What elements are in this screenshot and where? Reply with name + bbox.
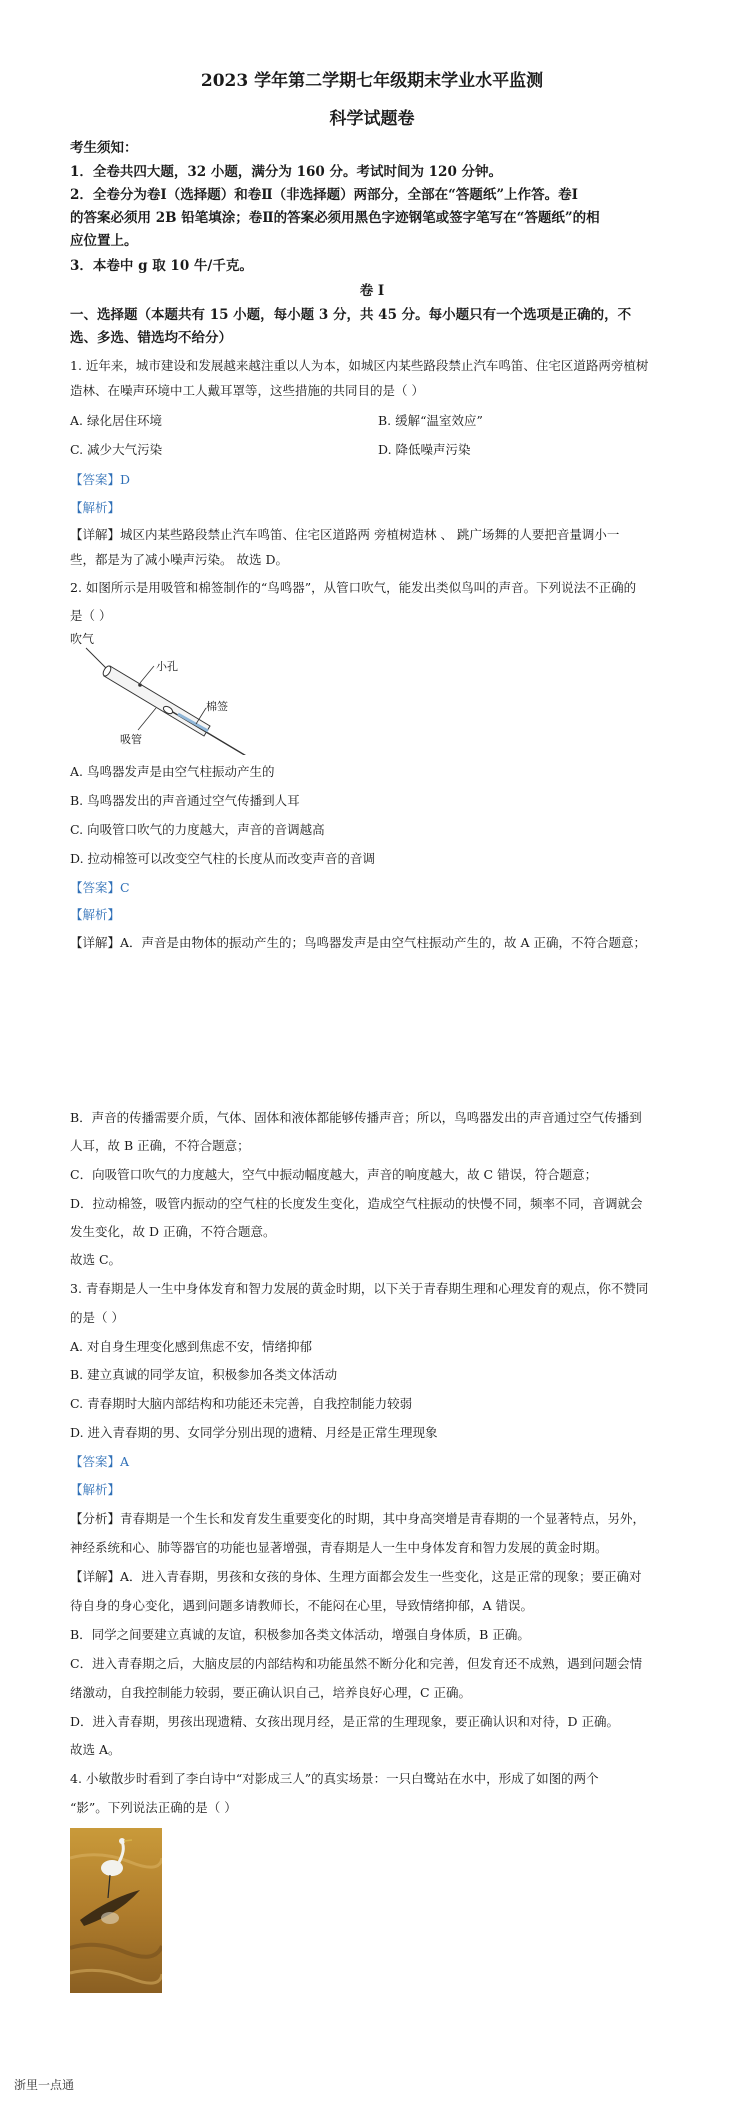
q3-detail-b: B．同学之间要建立真诚的友谊，积极参加各类文体活动，增强自身体质，B 正确。 bbox=[70, 1627, 530, 1642]
notice-line-5: 3．本卷中 g 取 10 牛/千克。 bbox=[70, 258, 253, 274]
q3-detail-a-1: 【详解】A．进入青春期，男孩和女孩的身体、生理方面都会发生一些变化，这是正常的现象；要正确对 bbox=[70, 1569, 642, 1584]
egret-reflection bbox=[101, 1912, 119, 1924]
q2-detail-c: C．向吸管口吹气的力度越大，空气中振动幅度越大，声音的响度越大，故 C 错误，符合题意； bbox=[70, 1167, 598, 1182]
q4-stem-1: 4. 小敏散步时看到了李白诗中“对影成三人”的真实场景：一只白鹭站在水中，形成了如图的两个 bbox=[70, 1771, 599, 1786]
notice-line-3: 的答案必须用 2B 铅笔填涂；卷Ⅱ的答案必须用黑色字迹钢笔或签字笔写在“答题纸”的相 bbox=[70, 210, 600, 226]
q2-detail-a: 【详解】A．声音是由物体的振动产生的；鸟鸣器发声是由空气柱振动产生的，故 A 正确，不符合题意； bbox=[70, 935, 647, 950]
notice-line-2: 2．全卷分为卷Ⅰ（选择题）和卷Ⅱ（非选择题）两部分，全部在“答题纸”上作答。卷Ⅰ bbox=[70, 187, 578, 203]
q3-option-c: C. 青春期时大脑内部结构和功能还未完善，自我控制能力较弱 bbox=[70, 1396, 413, 1411]
hole-leader bbox=[140, 666, 154, 683]
q1-detail-2: 些，都是为了减小噪声污染。 故选 D。 bbox=[70, 552, 288, 567]
q1-option-a: A. 绿化居住环境 bbox=[70, 413, 162, 428]
footer-watermark: 浙里一点通 bbox=[14, 2078, 75, 2092]
q1-detail-1: 【详解】城区内某些路段禁止汽车鸣笛、住宅区道路两 旁植树造林 、 跳广场舞的人要把音量调小一 bbox=[70, 527, 620, 542]
q1-option-c: C. 减少大气污染 bbox=[70, 442, 163, 457]
q3-fenxi-1: 【分析】青春期是一个生长和发育发生重要变化的时期，其中身高突增是青春期的一个显著特点，另外， bbox=[70, 1511, 646, 1526]
q3-detail-c-2: 绪激动，自我控制能力较弱，要正确认识自己，培养良好心理，C 正确。 bbox=[70, 1685, 472, 1700]
egret-photo bbox=[70, 1828, 162, 1993]
section-heading-2: 选、多选、错选均不给分） bbox=[70, 330, 232, 346]
q2-analysis-tag: 【解析】 bbox=[70, 907, 121, 922]
q1-option-b: B. 缓解“温室效应” bbox=[378, 413, 483, 428]
small-hole bbox=[138, 683, 142, 687]
q3-fenxi-2: 神经系统和心、肺等器官的功能也显著增强，青春期是人一生中身体发育和智力发展的黄金时期。 bbox=[70, 1540, 608, 1555]
q2-option-a: A. 鸟鸣器发声是由空气柱振动产生的 bbox=[70, 764, 275, 779]
q2-answer: 【答案】C bbox=[70, 880, 130, 895]
q3-option-b: B. 建立真诚的同学友谊，积极参加各类文体活动 bbox=[70, 1367, 338, 1382]
notice-line-1: 1．全卷共四大题，32 小题，满分为 160 分。考试时间为 120 分钟。 bbox=[70, 164, 503, 180]
q2-stem-1: 2. 如图所示是用吸管和棉签制作的“鸟鸣器”，从管口吹气，能发出类似鸟叫的声音。下列说法不正确的 bbox=[70, 580, 637, 595]
straw-leader bbox=[138, 708, 156, 730]
q1-analysis-tag: 【解析】 bbox=[70, 500, 121, 515]
q1-stem-1: 1. 近年来，城市建设和发展越来越注重以人为本，如城区内某些路段禁止汽车鸣笛、住宅区道路两旁植树 bbox=[70, 358, 649, 373]
notice-line-4: 应位置上。 bbox=[70, 233, 138, 249]
q1-option-d: D. 降低噪声污染 bbox=[378, 442, 471, 457]
q2-detail-b-2: 人耳，故 B 正确，不符合题意； bbox=[70, 1138, 250, 1153]
q1-stem-2: 造林、在噪声环境中工人戴耳罩等，这些措施的共同目的是（ ） bbox=[70, 383, 424, 398]
q3-stem-1: 3. 青春期是人一生中身体发育和智力发展的黄金时期，以下关于青春期生理和心理发育的观点，你不赞同 bbox=[70, 1281, 649, 1296]
q2-detail-d-2: 发生变化，故 D 正确，不符合题意。 bbox=[70, 1224, 276, 1239]
fig-label-swab: 棉签 bbox=[206, 700, 228, 713]
q2-detail-b-1: B．声音的传播需要介质，气体、固体和液体都能够传播声音；所以，鸟鸣器发出的声音通过空气传播到 bbox=[70, 1110, 642, 1125]
q3-option-a: A. 对自身生理变化感到焦虑不安，情绪抑郁 bbox=[70, 1339, 312, 1354]
bird-whistle-figure bbox=[68, 630, 268, 755]
q3-detail-d: D．进入青春期，男孩出现遗精、女孩出现月经，是正常的生理现象，要正确认识和对待，D 正确。 bbox=[70, 1714, 620, 1729]
page-subtitle: 科学试题卷 bbox=[329, 109, 415, 129]
q1-answer: 【答案】D bbox=[70, 472, 131, 487]
q2-detail-d-1: D．拉动棉签，吸管内振动的空气柱的长度发生变化，造成空气柱振动的快慢不同，频率不同，音调就会 bbox=[70, 1196, 643, 1211]
q3-analysis-tag: 【解析】 bbox=[70, 1482, 121, 1497]
q2-conclusion: 故选 C。 bbox=[70, 1252, 122, 1267]
q3-stem-2: 的是（ ） bbox=[70, 1310, 124, 1325]
section-heading-1: 一、选择题（本题共有 15 小题，每小题 3 分，共 45 分。每小题只有一个选项是正确的，不 bbox=[70, 307, 632, 323]
q2-option-d: D. 拉动棉签可以改变空气柱的长度从而改变声音的音调 bbox=[70, 851, 376, 866]
q2-option-b: B. 鸟鸣器发出的声音通过空气传播到人耳 bbox=[70, 793, 300, 808]
q2-stem-2: 是（ ） bbox=[70, 608, 112, 623]
q3-detail-a-2: 待自身的身心变化，遇到问题多请教师长，不能闷在心里，导致情绪抑郁，A 错误。 bbox=[70, 1598, 534, 1613]
q3-option-d: D. 进入青春期的男、女同学分别出现的遗精、月经是正常生理现象 bbox=[70, 1425, 438, 1440]
page-title: 2023 学年第二学期七年级期末学业水平监测 bbox=[200, 71, 544, 91]
fig-label-straw: 吸管 bbox=[120, 733, 142, 746]
volume-label: 卷 I bbox=[359, 283, 385, 299]
q2-option-c: C. 向吸管口吹气的力度越大，声音的音调越高 bbox=[70, 822, 325, 837]
q3-conclusion: 故选 A。 bbox=[70, 1742, 121, 1757]
fig-label-hole: 小孔 bbox=[156, 660, 178, 673]
notice-heading: 考生须知： bbox=[70, 140, 138, 156]
q4-stem-2: “影”。下列说法正确的是（ ） bbox=[70, 1800, 237, 1815]
fig-label-blow: 吹气 bbox=[70, 632, 95, 646]
q3-answer: 【答案】A bbox=[70, 1454, 130, 1469]
egret-beak bbox=[124, 1840, 132, 1841]
q3-detail-c-1: C．进入青春期之后，大脑皮层的内部结构和功能虽然不断分化和完善，但发育还不成熟，遇到问题会情 bbox=[70, 1656, 643, 1671]
